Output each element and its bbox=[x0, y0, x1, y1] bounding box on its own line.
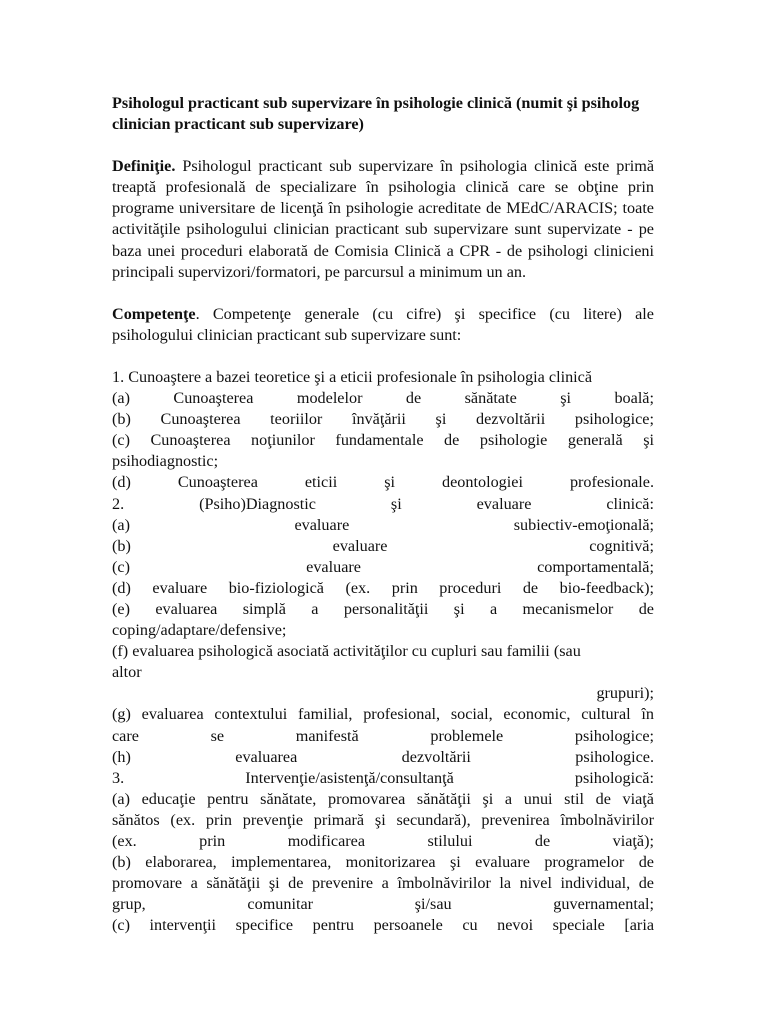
list-line: (c) Cunoaşterea noţiunilor fundamentale de psihologie generală şi bbox=[112, 431, 654, 450]
list-line: (a) Cunoaşterea modelelor de sănătate şi boală; bbox=[112, 389, 654, 408]
list-line: grup, comunitar şi/sau guvernamental; bbox=[112, 895, 654, 914]
list-line: (c) intervenţii specifice pentru persoanele cu nevoi speciale [aria bbox=[112, 916, 654, 935]
list-line: (d) evaluare bio-fiziologică (ex. prin proceduri de bio-feedback); bbox=[112, 578, 654, 597]
list-line: (g) evaluarea contextului familial, profesional, social, economic, cultural în bbox=[112, 705, 654, 724]
list-line: (a) educaţie pentru sănătate, promovarea sănătăţii şi a unui stil de viaţă bbox=[112, 789, 654, 808]
list-line: (a) evaluare subiectiv-emoţională; bbox=[112, 515, 654, 534]
list-line: 1. Cunoaştere a bazei teoretice şi a eticii profesionale în psihologia clinică bbox=[112, 367, 593, 386]
list-line: promovare a sănătăţii şi de prevenire a îmbolnăvirilor la nivel individual, de bbox=[112, 874, 654, 893]
definition-label: Definiţie. bbox=[112, 157, 176, 176]
list-line: (h) evaluarea dezvoltării psihologice. bbox=[112, 747, 654, 766]
list-line: (c) evaluare comportamentală; bbox=[112, 557, 654, 576]
list-line: (e) evaluarea simplă a personalităţii şi a mecanismelor de bbox=[112, 599, 654, 618]
competences-label: Competenţe bbox=[112, 304, 196, 323]
list-line: 2. (Psiho)Diagnostic şi evaluare clinică: bbox=[112, 494, 654, 513]
list-line: (d) Cunoaşterea eticii şi deontologiei profesionale. bbox=[112, 473, 654, 492]
competences-list bbox=[112, 367, 654, 937]
list-line: 3. Intervenţie/asistenţă/consultanţă psihologică: bbox=[112, 768, 654, 787]
list-line: coping/adaptare/defensive; bbox=[112, 621, 287, 640]
list-line: (ex. prin modificarea stilului de viaţă); bbox=[112, 832, 654, 850]
list-line: (b) elaborarea, implementarea, monitorizarea şi evaluare programelor de bbox=[112, 853, 654, 872]
document-body bbox=[112, 93, 654, 936]
competences-text: . Competenţe generale (cu cifre) şi specifice (cu litere) ale psihologului clinician practicant sub supervizare sunt: bbox=[112, 304, 654, 344]
competences-paragraph bbox=[112, 304, 654, 346]
list-line: (f) evaluarea psihologică asociată activităţilor cu cupluri sau familii (sau bbox=[112, 642, 581, 661]
list-line: (b) evaluare cognitivă; bbox=[112, 536, 654, 555]
list-line: grupuri); bbox=[596, 684, 654, 703]
list-line: altor bbox=[112, 663, 142, 682]
document-title: Psihologul practicant sub supervizare în psihologie clinică (numit şi psiholog clinician practicant sub supervizare) bbox=[112, 94, 640, 134]
definition-text: Psihologul practicant sub supervizare în psihologia clinică este primă treaptă profesională de specializare în psihologia clinică care se obţine prin programe universitare de licenţă în psihologie acreditate de MEdC/ARACIS; toate activităţile psihologului clinician practicant sub supervizare sunt supervizate - pe baza unei proceduri elaborată de Comisia Clinică a CPR - de psihologi clinicieni principali supervizori/formatori, pe parcursul a minimum un an. bbox=[112, 157, 655, 281]
list-line: sănătos (ex. prin prevenţie primară şi secundară), prevenirea îmbolnăvirilor bbox=[112, 810, 654, 829]
definition-paragraph bbox=[112, 156, 654, 283]
list-line: care se manifestă problemele psihologice; bbox=[112, 726, 654, 745]
list-line: psihodiagnostic; bbox=[112, 452, 219, 471]
list-line: (b) Cunoaşterea teoriilor învăţării şi dezvoltării psihologice; bbox=[112, 410, 654, 429]
